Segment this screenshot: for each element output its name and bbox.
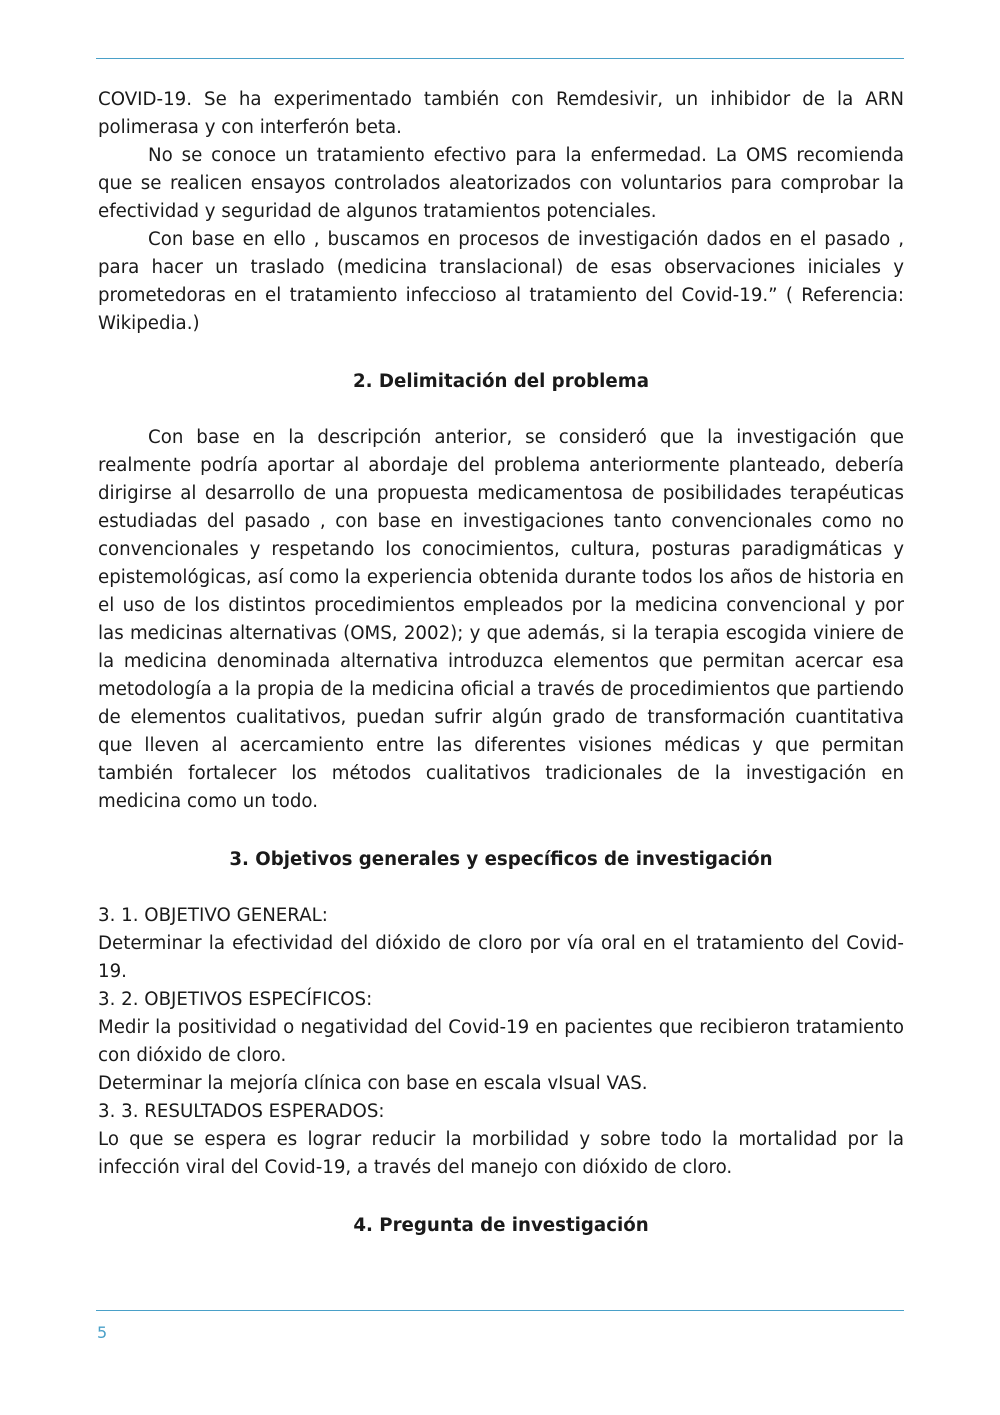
general-objective-text: Determinar la efectividad del dióxido de cloro por vía oral en el tratamiento del Covid-19. xyxy=(98,933,904,982)
specific-objectives-label: 3. 2. OBJETIVOS ESPECÍFICOS: xyxy=(98,989,373,1010)
section-2-heading: 2. Delimitación del problema xyxy=(353,371,649,392)
expected-results-label: 3. 3. RESULTADOS ESPERADOS: xyxy=(98,1101,385,1122)
page-body xyxy=(98,86,904,1240)
general-objective-label: 3. 1. OBJETIVO GENERAL: xyxy=(98,905,328,926)
footer-rule xyxy=(96,1310,904,1311)
expected-results-text: Lo que se espera es lograr reducir la morbilidad y sobre todo la mortalidad por la infección viral del Covid-19, a través del manejo con dióxido de cloro. xyxy=(98,1129,904,1178)
intro-paragraph-3: Con base en ello , buscamos en procesos de investigación dados en el pasado , para hacer un traslado (medicina translacional) de esas observaciones iniciales y prometedoras en el tratamiento infeccioso al tratamiento del Covid-19.” ( Referencia: Wikipedia.) xyxy=(98,229,904,334)
header-rule xyxy=(96,58,904,59)
section-3-heading: 3. Objetivos generales y específicos de investigación xyxy=(229,849,773,870)
intro-paragraph-1: COVID-19. Se ha experimentado también con Remdesivir, un inhibidor de la ARN polimerasa y con interferón beta. xyxy=(98,89,904,138)
section-4-heading: 4. Pregunta de investigación xyxy=(353,1215,649,1236)
intro-paragraph-2: No se conoce un tratamiento efectivo para la enfermedad. La OMS recomienda que se realicen ensayos controlados aleatorizados con voluntarios para comprobar la efectividad y seguridad de algunos tratamientos potenciales. xyxy=(98,145,904,222)
specific-objective-item: Medir la positividad o negatividad del Covid-19 en pacientes que recibieron tratamiento con dióxido de cloro. xyxy=(98,1017,904,1066)
page-number: 5 xyxy=(97,1323,108,1342)
specific-objective-item: Determinar la mejoría clínica con base en escala vIsual VAS. xyxy=(98,1073,648,1094)
section-2-paragraph: Con base en la descripción anterior, se consideró que la investigación que realmente podría aportar al abordaje del problema anteriormente planteado, debería dirigirse al desarrollo de una propuesta medicamentosa de posibilidades terapéuticas estudiadas del pasado , con base en investigaciones tanto convencionales como no convencionales y respetando los conocimientos, cultura, posturas paradigmáticas y epistemológicas, así como la experiencia obtenida durante todos los años de historia en el uso de los distintos procedimientos empleados por la medicina convencional y por las medicinas alternativas (OMS, 2002); y que además, si la terapia escogida viniere de la medicina denominada alternativa introduzca elementos que permitan acercar esa metodología a la propia de la medicina oficial a través de procedimientos que partiendo de elementos cualitativos, puedan sufrir algún grado de transformación cuantitativa que lleven al acercamiento entre las diferentes visiones médicas y que permitan también fortalecer los métodos cualitativos tradicionales de la investigación en medicina como un todo. xyxy=(98,427,904,812)
